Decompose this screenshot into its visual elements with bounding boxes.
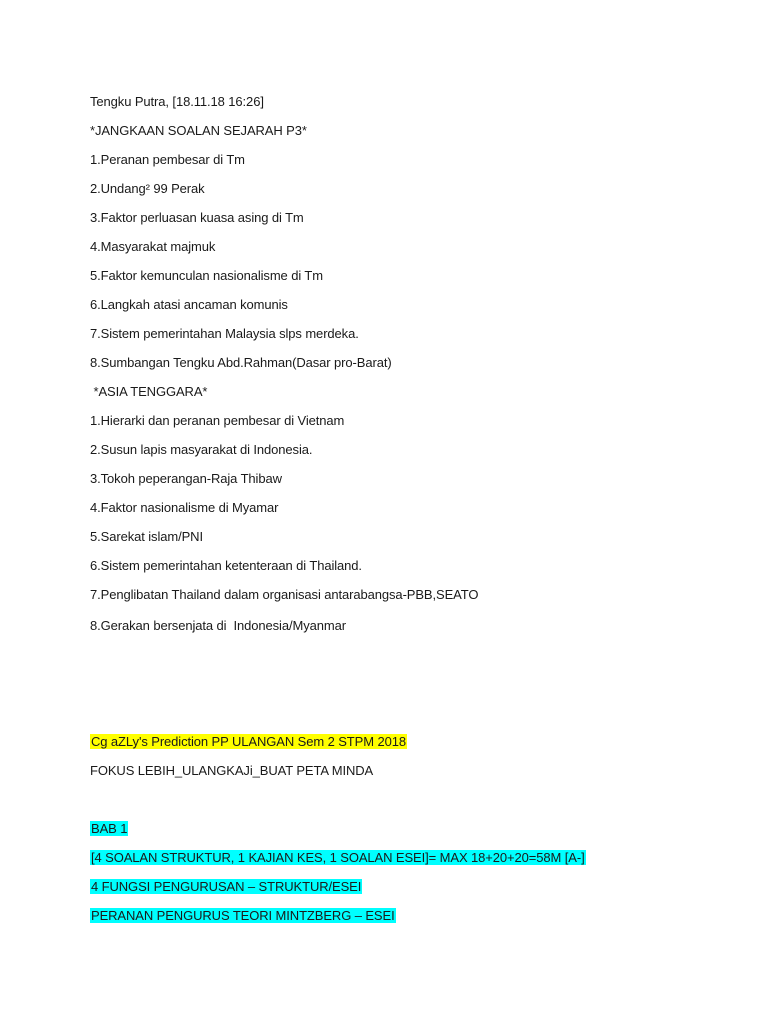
list-item: 3.Tokoh peperangan-Raja Thibaw <box>90 471 282 486</box>
list-item: 7.Sistem pemerintahan Malaysia slps merdeka. <box>90 326 359 341</box>
focus-line: FOKUS LEBIH_ULANGKAJi_BUAT PETA MINDA <box>90 763 374 778</box>
list-item: 1.Hierarki dan peranan pembesar di Vietnam <box>90 413 345 428</box>
bab-item <box>90 878 362 895</box>
list-item: 1.Peranan pembesar di Tm <box>90 152 245 167</box>
list-item: 8.Sumbangan Tengku Abd.Rahman(Dasar pro-Barat) <box>90 355 392 370</box>
bab-item <box>90 907 396 924</box>
list-item: 5.Sarekat islam/PNI <box>90 529 203 544</box>
list-item: 4.Masyarakat majmuk <box>90 239 216 254</box>
list-item: 2.Susun lapis masyarakat di Indonesia. <box>90 442 313 457</box>
list-item: 4.Faktor nasionalisme di Myamar <box>90 500 279 515</box>
list-item: 3.Faktor perluasan kuasa asing di Tm <box>90 210 304 225</box>
highlighted-text: [4 SOALAN STRUKTUR, 1 KAJIAN KES, 1 SOALAN ESEI]= MAX 18+20+20=58M [A-] <box>91 850 585 865</box>
list-item: 7.Penglibatan Thailand dalam organisasi antarabangsa-PBB,SEATO <box>90 587 479 602</box>
bab-detail <box>90 849 586 866</box>
bab-heading <box>90 820 128 837</box>
highlighted-text: Cg aZLy's Prediction PP ULANGAN Sem 2 STPM 2018 <box>91 734 406 749</box>
asia-tenggara-heading: *ASIA TENGGARA* <box>90 384 208 399</box>
list-item: 8.Gerakan bersenjata di Indonesia/Myanmar <box>90 618 346 633</box>
list-item: 6.Sistem pemerintahan ketenteraan di Thailand. <box>90 558 362 573</box>
list-item: 5.Faktor kemunculan nasionalisme di Tm <box>90 268 323 283</box>
highlighted-text: PERANAN PENGURUS TEORI MINTZBERG – ESEI <box>91 908 395 923</box>
highlighted-text: 4 FUNGSI PENGURUSAN – STRUKTUR/ESEI <box>91 879 362 894</box>
prediction-title <box>90 733 407 750</box>
highlighted-text: BAB 1 <box>91 821 128 836</box>
list-item: 2.Undang² 99 Perak <box>90 181 205 196</box>
author-timestamp-line: Tengku Putra, [18.11.18 16:26] <box>90 94 264 109</box>
list-item: 6.Langkah atasi ancaman komunis <box>90 297 288 312</box>
document-title: *JANGKAAN SOALAN SEJARAH P3* <box>90 123 307 138</box>
